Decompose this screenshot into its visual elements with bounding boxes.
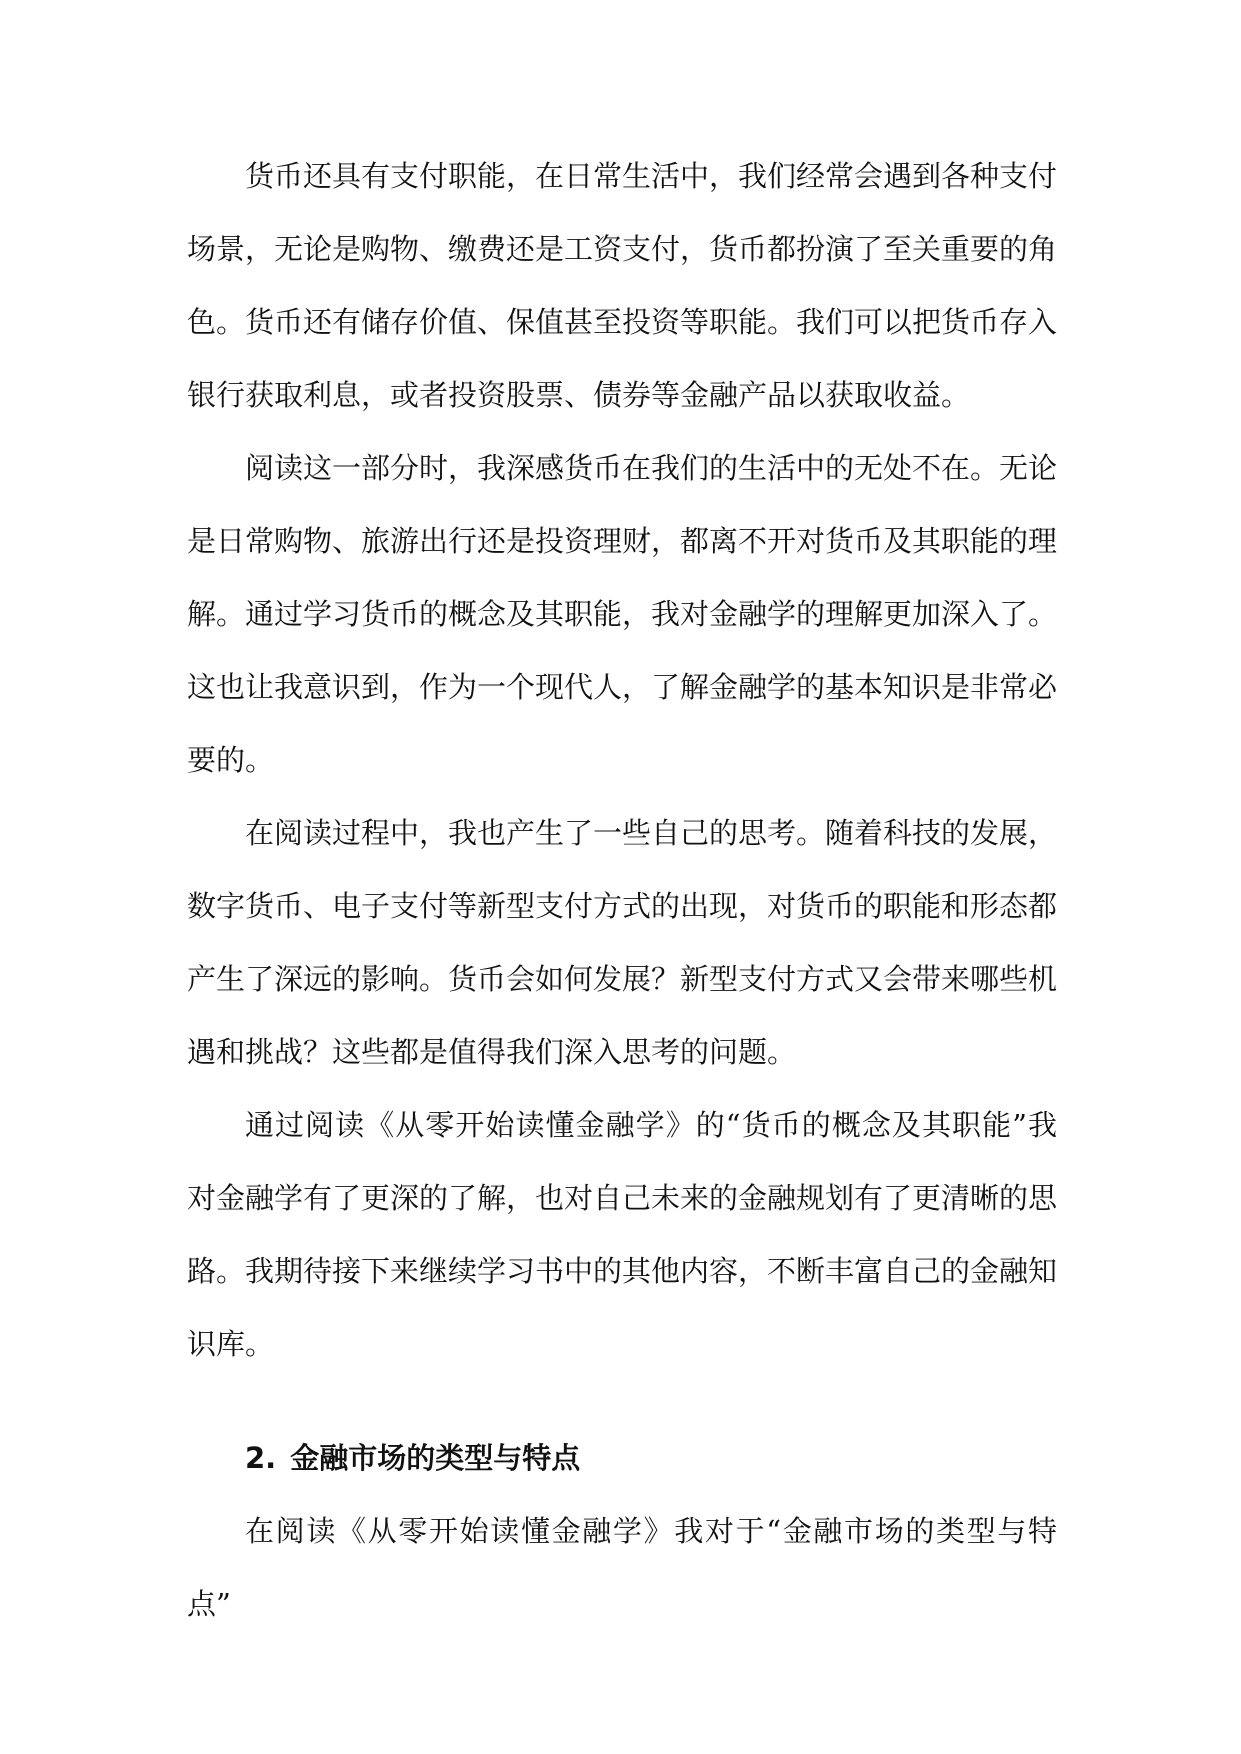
- paragraph-market-intro: 在阅读《从零开始读懂金融学》我对于“金融市场的类型与特点”: [187, 1514, 1057, 1621]
- section-number: 2.: [245, 1441, 277, 1475]
- section-title: 金融市场的类型与特点: [290, 1441, 581, 1475]
- paragraph-reflection: 阅读这一部分时，我深感货币在我们的生活中的无处不在。无论是日常购物、旅游出行还是投资理财，都离不开对货币及其职能的理解。通过学习货币的概念及其职能，我对金融学的理解更加深入了。这也让我意识到，作为一个现代人，了解金融学的基本知识是非常必要的。: [187, 451, 1058, 777]
- paragraph-payment-function: 货币还具有支付职能，在日常生活中，我们经常会遇到各种支付场景，无论是购物、缴费还是工资支付，货币都扮演了至关重要的角色。货币还有储存价值、保值甚至投资等职能。我们可以把货币存入银行获取利息，或者投资股票、债券等金融产品以获取收益。: [187, 159, 1058, 412]
- paragraph-summary: 通过阅读《从零开始读懂金融学》的“货币的概念及其职能”我对金融学有了更深的了解，也对自己未来的金融规划有了更清晰的思路。我期待接下来继续学习书中的其他内容，不断丰富自己的金融知识库。: [187, 1108, 1058, 1361]
- paragraph-thoughts: 在阅读过程中，我也产生了一些自己的思考。随着科技的发展，数字货币、电子支付等新型支付方式的出现，对货币的职能和形态都产生了深远的影响。货币会如何发展？新型支付方式又会带来哪些机遇和挑战？这些都是值得我们深入思考的问题。: [187, 816, 1058, 1069]
- document-body: [187, 140, 1057, 1641]
- section-heading: [187, 1422, 1057, 1495]
